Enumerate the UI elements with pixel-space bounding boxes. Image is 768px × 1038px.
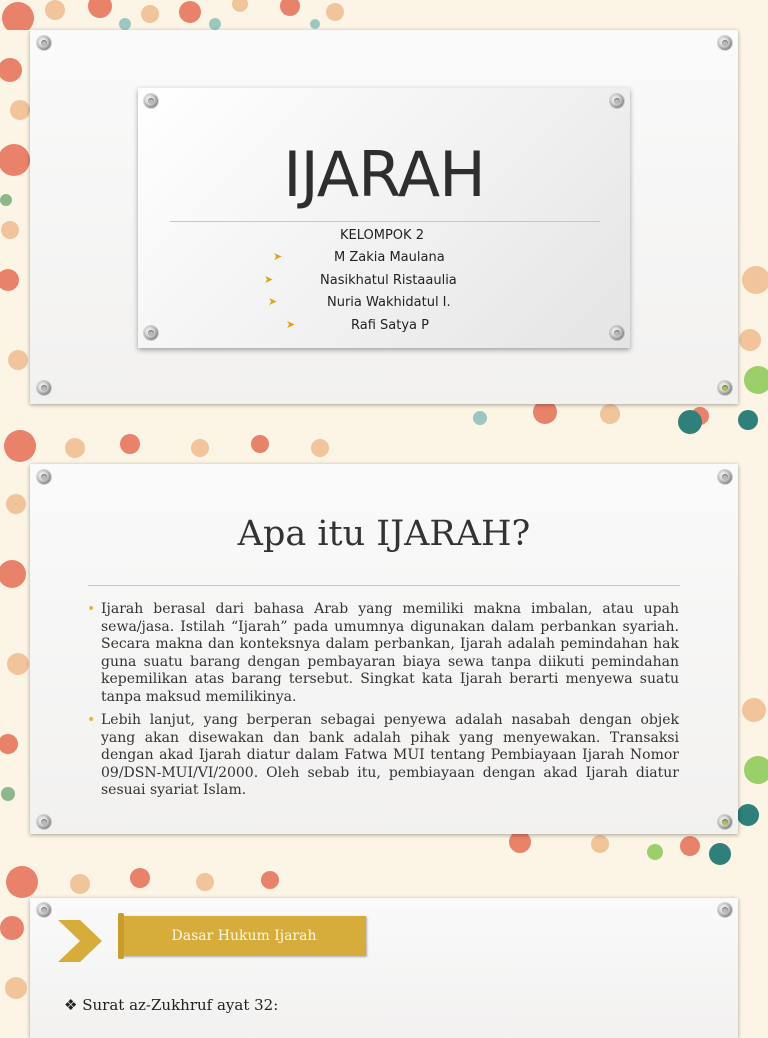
slide-definition [30, 464, 738, 834]
diamond-bullet-icon: ❖ [64, 996, 78, 1014]
bullet-icon: • [87, 712, 96, 728]
section-banner: Dasar Hukum Ijarah [122, 916, 366, 956]
member-name: M Zakia Maulana [334, 250, 445, 265]
pin-icon [144, 326, 158, 340]
definition-paragraph: Lebih lanjut, yang berperan sebagai penyewa adalah nasabah dengan objek yang akan disewakan dan bank adalah pihak yang menyewakan. Transaksi dengan akad Ijarah diatur dalam Fatwa MUI tentang Pembiayaan Ijarah Nomor 09/DSN-MUI/VI/2000. Oleh sebab itu, pembiayaan dengan akad Ijarah diatur sesuai syariat Islam. [101, 712, 679, 798]
title-divider [88, 585, 680, 586]
slide-legal-basis [30, 898, 738, 1038]
title-divider [170, 221, 600, 222]
pin-icon [37, 815, 51, 829]
member-name: Rafi Satya P [351, 318, 429, 333]
pin-icon [37, 470, 51, 484]
pin-icon [610, 94, 624, 108]
member-name: Nasikhatul Ristaaulia [320, 273, 457, 288]
slide-title [30, 30, 738, 404]
bullet-arrow-icon: ➤ [264, 273, 274, 286]
page-title: IJARAH [283, 138, 485, 211]
floral-border-left-3 [0, 898, 30, 1024]
title-card [138, 88, 630, 348]
member-name: Nuria Wakhidatul I. [327, 295, 451, 310]
floral-border-left-2 [0, 464, 30, 834]
definition-paragraph: Ijarah berasal dari bahasa Arab yang memiliki makna imbalan, atau upah sewa/jasa. Istilah “Ijarah” pada umumnya digunakan dalam perbankan syariah. Secara makna dan konteksnya dalam perbankan, Ijarah adalah pemindahan hak guna suatu barang dengan pembayaran biaya sewa tanpa diikuti pemindahan kepemilikan atas barang tersebut. Singkat kata Ijarah berarti menyewa suatu tanpa maksud memilikinya. [101, 601, 679, 705]
list-item-text: Surat az-Zukhruf ayat 32: [82, 996, 279, 1014]
pin-icon [610, 326, 624, 340]
floral-border-bottom [0, 834, 768, 898]
bullet-arrow-icon: ➤ [273, 250, 283, 263]
bullet-arrow-icon: ➤ [268, 295, 278, 308]
pin-icon [37, 903, 51, 917]
floral-border-left [0, 30, 30, 410]
pin-icon [37, 381, 51, 395]
chevron-right-icon [58, 918, 104, 964]
pin-icon [37, 36, 51, 50]
group-label: KELOMPOK 2 [340, 228, 424, 243]
list-item [64, 996, 278, 1014]
bullet-icon: • [87, 601, 96, 617]
pin-icon [718, 381, 732, 395]
slide-title: Apa itu IJARAH? [237, 514, 531, 554]
bullet-arrow-icon: ➤ [286, 318, 296, 331]
floral-border-middle [0, 404, 768, 464]
pin-icon [144, 94, 158, 108]
floral-border-top [0, 0, 768, 30]
pin-icon [718, 470, 732, 484]
pin-icon [718, 903, 732, 917]
floral-border-right-2 [738, 680, 768, 840]
pin-icon [718, 36, 732, 50]
pin-icon [718, 815, 732, 829]
